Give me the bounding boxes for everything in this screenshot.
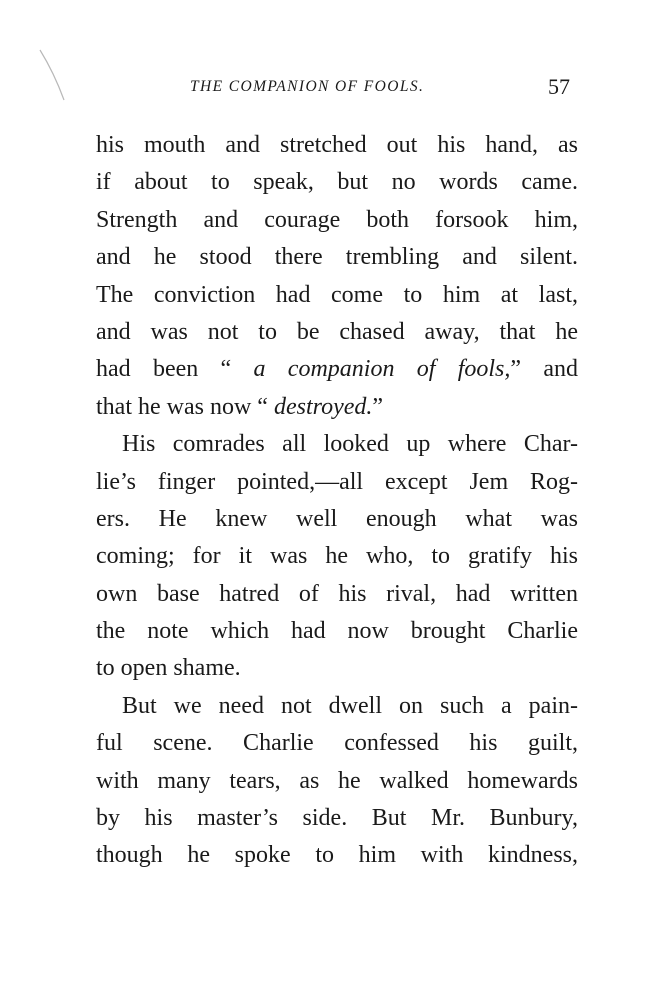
page-number: 57: [548, 74, 570, 99]
text-line: lie’s finger pointed,—all except Jem Rog-: [96, 468, 578, 495]
text-line: His comrades all looked up where Char-: [122, 431, 578, 458]
text-line: to open shame.: [96, 655, 241, 682]
text-line: ful scene. Charlie confessed his guilt,: [96, 730, 578, 757]
text-line: own base hatred of his rival, had written: [96, 580, 578, 607]
page-header: [190, 76, 580, 100]
text-segment: ” and: [510, 356, 578, 383]
text-line: with many tears, as he walked homewards: [96, 767, 578, 794]
text-segment: that he was now “: [96, 393, 274, 420]
text-segment: had been “: [96, 356, 254, 383]
text-line: ers. He knew well enough what was: [96, 505, 578, 532]
body-text: [96, 127, 578, 875]
text-line-with-quote: [96, 351, 578, 388]
text-line-with-quote: [96, 389, 578, 426]
text-line: and was not to be chased away, that he: [96, 318, 578, 345]
text-segment: ”: [372, 393, 384, 420]
text-line: his mouth and stretched out his hand, as: [96, 132, 578, 158]
text-line: if about to speak, but no words came.: [96, 169, 578, 196]
scan-edge-mark: [38, 48, 68, 103]
quoted-phrase: a companion of fools,: [253, 356, 511, 383]
text-line: But we need not dwell on such a pain-: [122, 692, 578, 719]
quoted-word: destroyed.: [273, 393, 373, 420]
text-line: and he stood there trembling and silent.: [96, 244, 578, 271]
running-title: THE COMPANION OF FOOLS.: [190, 78, 425, 95]
text-line: by his master’s side. But Mr. Bunbury,: [96, 805, 578, 832]
text-line: though he spoke to him with kindness,: [96, 842, 578, 869]
text-line: Strength and courage both forsook him,: [96, 206, 578, 233]
text-line: The conviction had come to him at last,: [96, 281, 578, 308]
text-line: coming; for it was he who, to gratify his: [96, 543, 578, 570]
text-line: the note which had now brought Charlie: [96, 618, 578, 645]
